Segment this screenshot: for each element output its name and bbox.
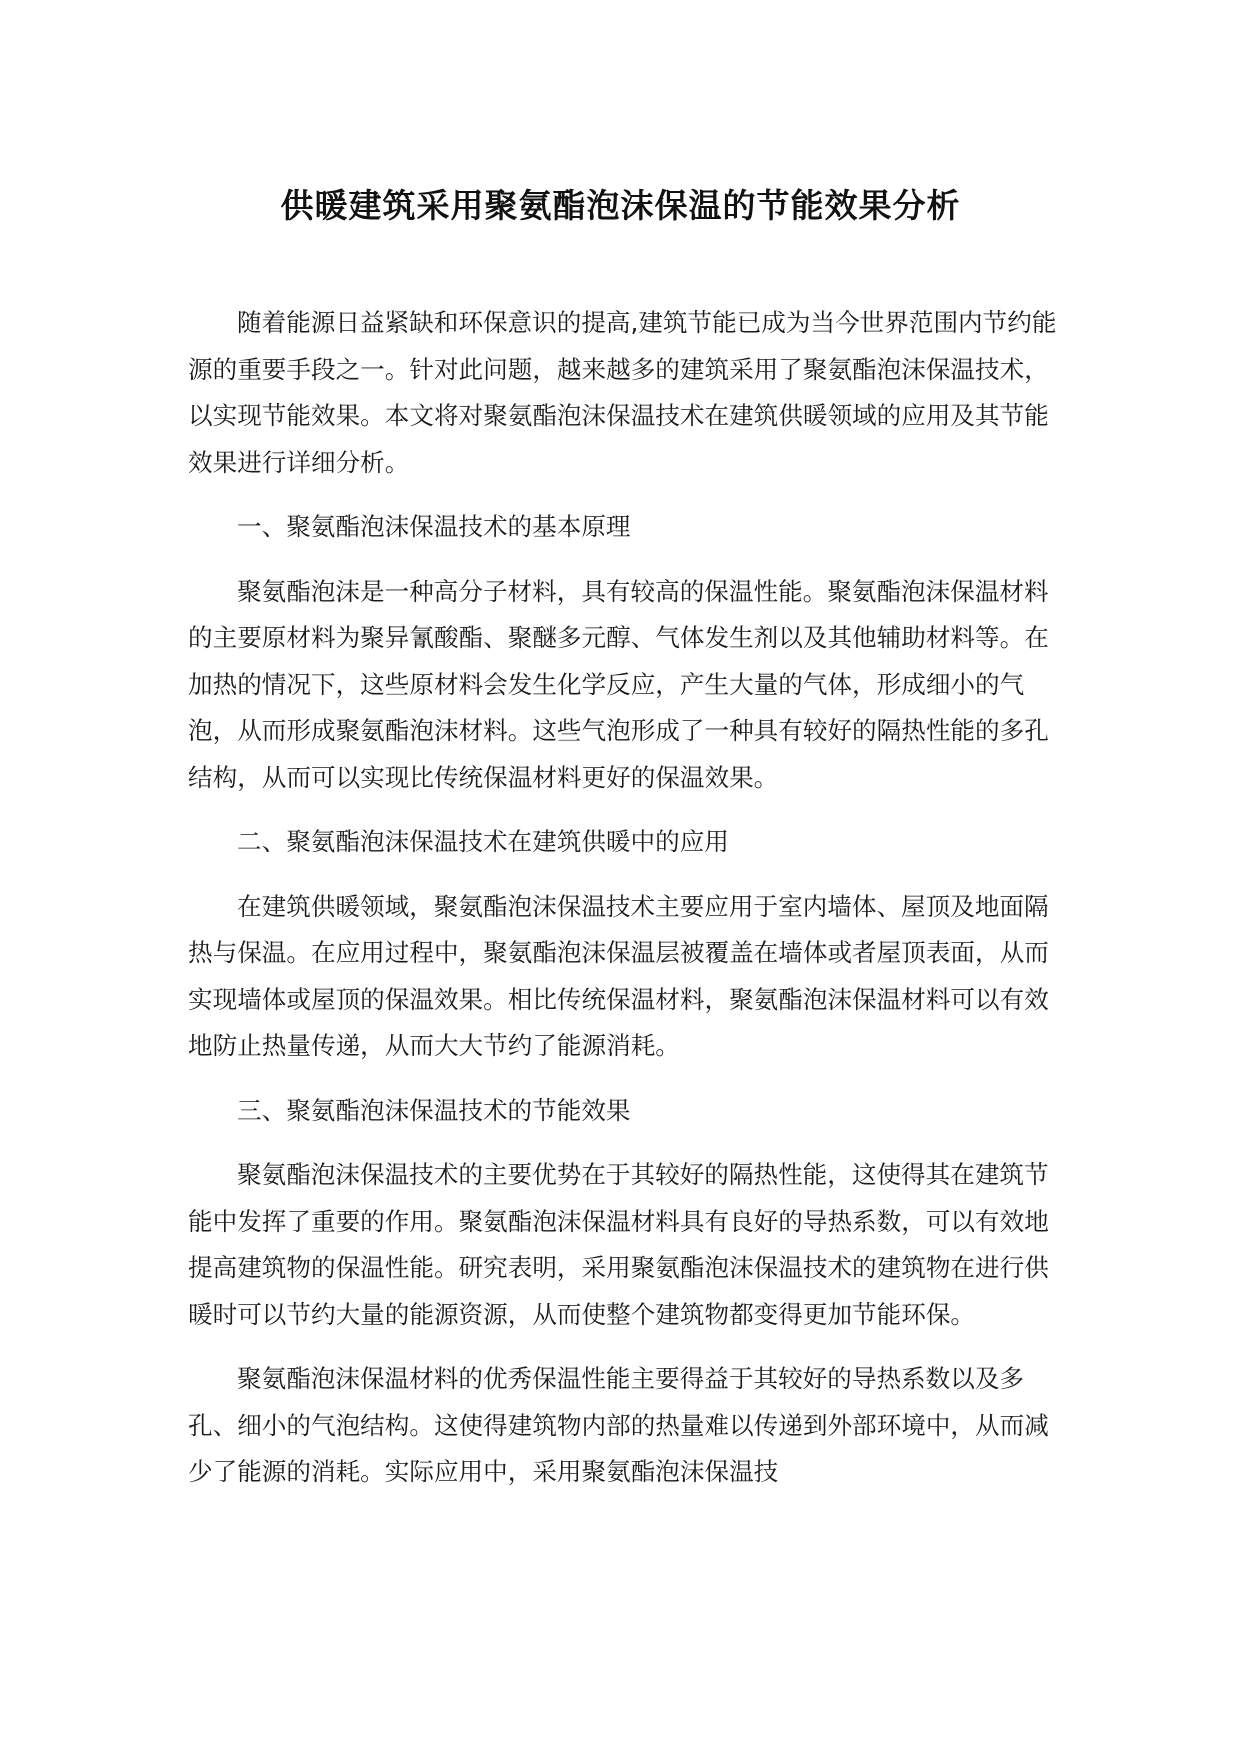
section-3-paragraph-2: 聚氨酯泡沫保温材料的优秀保温性能主要得益于其较好的导热系数以及多孔、细小的气泡结构。这使得建筑物内部的热量难以传递到外部环境中，从而减少了能源的消耗。实际应用中，采用聚氨酯泡沫保温技 [188, 1364, 1049, 1486]
section-1-heading: 一、聚氨酯泡沫保温技术的基本原理 [237, 512, 631, 541]
section-2-paragraph: 在建筑供暖领域，聚氨酯泡沫保温技术主要应用于室内墙体、屋顶及地面隔热与保温。在应用过程中，聚氨酯泡沫保温层被覆盖在墙体或者屋顶表面，从而实现墙体或屋顶的保温效果。相比传统保温材料，聚氨酯泡沫保温材料可以有效地防止热量传递，从而大大节约了能源消耗。 [188, 891, 1049, 1060]
section-1-paragraph: 聚氨酯泡沫是一种高分子材料，具有较高的保温性能。聚氨酯泡沫保温材料的主要原材料为聚异氰酸酯、聚醚多元醇、气体发生剂以及其他辅助材料等。在加热的情况下，这些原材料会发生化学反应，产生大量的气体，形成细小的气泡，从而形成聚氨酯泡沫材料。这些气泡形成了一种具有较好的隔热性能的多孔结构，从而可以实现比传统保温材料更好的保温效果。 [188, 576, 1049, 792]
document-title: 供暖建筑采用聚氨酯泡沫保温的节能效果分析 [280, 186, 961, 225]
intro-paragraph: 随着能源日益紧缺和环保意识的提高,建筑节能已成为当今世界范围内节约能源的重要手段之一。针对此问题，越来越多的建筑采用了聚氨酯泡沫保温技术，以实现节能效果。本文将对聚氨酯泡沫保温技术在建筑供暖领域的应用及其节能效果进行详细分析。 [188, 308, 1057, 477]
section-3-heading: 三、聚氨酯泡沫保温技术的节能效果 [237, 1095, 631, 1125]
document-body [188, 300, 1068, 1496]
section-3-paragraph-1: 聚氨酯泡沫保温技术的主要优势在于其较好的隔热性能，这使得其在建筑节能中发挥了重要的作用。聚氨酯泡沫保温材料具有良好的导热系数，可以有效地提高建筑物的保温性能。研究表明，采用聚氨酯泡沫保温技术的建筑物在进行供暖时可以节约大量的能源资源，从而使整个建筑物都变得更加节能环保。 [188, 1160, 1049, 1329]
section-2-heading: 二、聚氨酯泡沫保温技术在建筑供暖中的应用 [237, 827, 729, 856]
